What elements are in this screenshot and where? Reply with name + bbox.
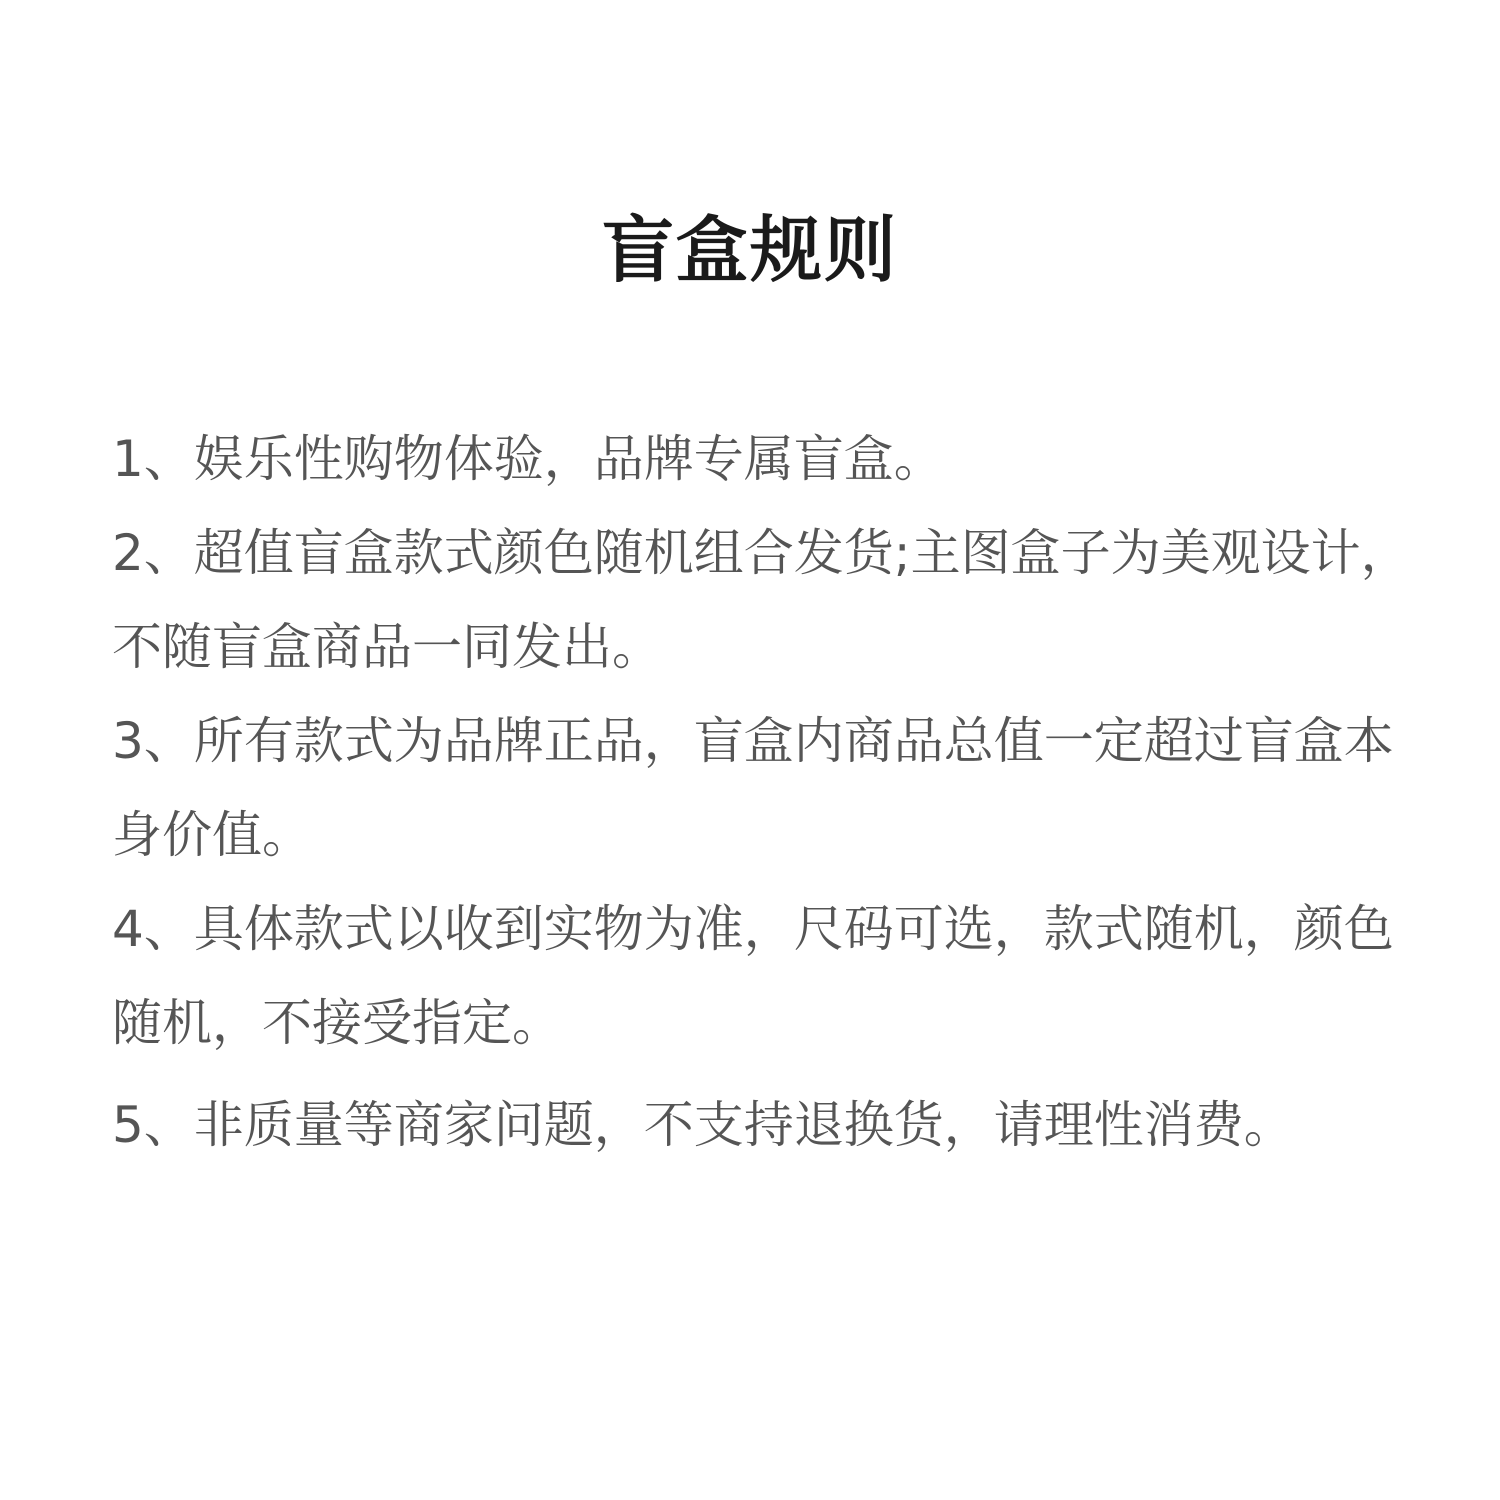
rule-item-4: 4、具体款式以收到实物为准，尺码可选，款式随机，颜色随机，不接受指定。	[112, 900, 1394, 1052]
page-title: 盲盒规则	[601, 208, 898, 292]
rule-item-5: 5、非质量等商家问题，不支持退换货，请理性消费。	[112, 1096, 1294, 1154]
rule-item-3: 3、所有款式为品牌正品，盲盒内商品总值一定超过盲盒本身价值。	[112, 712, 1394, 864]
rule-item-2: 2、超值盲盒款式颜色随机组合发货;主图盒子为美观设计，不随盲盒商品一同发出。	[112, 524, 1411, 676]
rule-item-1: 1、娱乐性购物体验，品牌专属盲盒。	[112, 430, 944, 488]
rules-list	[112, 412, 1422, 1172]
